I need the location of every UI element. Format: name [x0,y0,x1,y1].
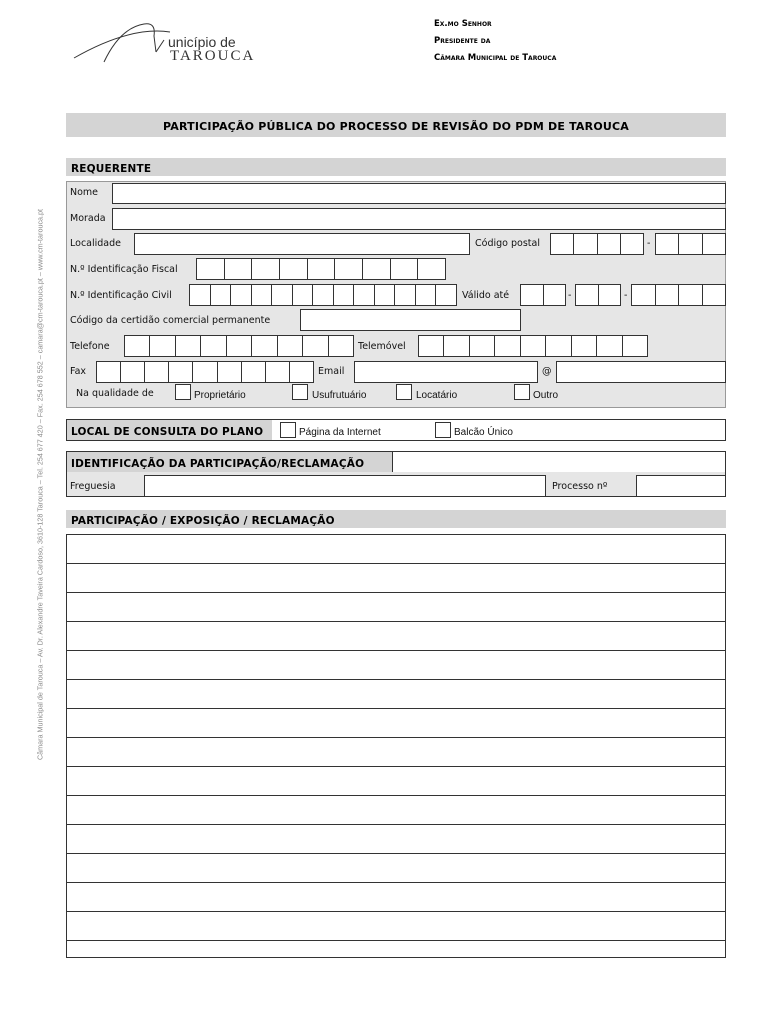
label-balcao-unico: Balcão Único [454,427,513,438]
codigo-postal-part1[interactable] [550,233,644,255]
checkbox-outro[interactable] [514,384,530,400]
email-label: Email [318,366,345,377]
telemovel-field[interactable] [418,335,648,357]
form-title-bar [66,113,726,137]
label-pagina-internet: Página da Internet [299,427,381,438]
certidao-field[interactable] [300,309,521,331]
addressee-line3: Câmara Municipal de Tarouca [434,53,557,63]
telemovel-label: Telemóvel [358,341,406,352]
valido-ate-year[interactable] [631,284,726,306]
freguesia-field[interactable] [144,475,546,497]
morada-label: Morada [70,213,106,224]
local-consulta-heading: LOCAL DE CONSULTA DO PLANO [71,426,264,438]
email-user-field[interactable] [354,361,538,383]
sidebar-contact-text: Câmara Municipal de Tarouca – Av. Dr. Alexandre Taveira Cardoso, 3610-128 Tarouca – Tel. 254 677 420 – Fax. 254 678 552 – camara@cm-tarouca.pt – www.cm-tarouca.pt [35,208,45,761]
municipality-logo [70,18,270,68]
localidade-label: Localidade [70,238,121,249]
logo-line2: TAROUCA [170,48,256,64]
localidade-field[interactable] [134,233,470,255]
qualidade-label: Na qualidade de [76,388,154,399]
morada-field[interactable] [112,208,726,230]
fax-field[interactable] [96,361,314,383]
addressee-block [434,16,556,67]
label-locatario: Locatário [416,390,458,401]
requerente-heading-bar [66,158,726,176]
processo-label: Processo nº [552,481,608,492]
checkbox-usufrutuario[interactable] [292,384,308,400]
requerente-heading: REQUERENTE [71,163,152,175]
addressee-line1: Ex.mo Senhor [434,19,492,29]
nic-field[interactable] [189,284,457,306]
valido-ate-label: Válido até [462,290,510,301]
identificacao-heading: IDENTIFICAÇÃO DA PARTICIPAÇÃO/RECLAMAÇÃO [71,458,365,470]
local-consulta-heading-bar [67,420,272,440]
certidao-label: Código da certidão comercial permanente [70,315,271,326]
checkbox-pagina-internet[interactable] [280,422,296,438]
identificacao-heading-bar [67,452,392,472]
telefone-label: Telefone [70,341,110,352]
participacao-heading-bar [66,510,726,528]
fax-label: Fax [70,366,87,377]
addressee-line2: Presidente da [434,36,491,46]
valido-ate-month[interactable] [575,284,621,306]
telefone-field[interactable] [124,335,354,357]
label-usufrutuario: Usufrutuário [312,390,367,401]
logo-line1: unicípio de [168,34,236,50]
email-domain-field[interactable] [556,361,726,383]
codigo-postal-dash: - [647,238,651,249]
participacao-heading: PARTICIPAÇÃO / EXPOSIÇÃO / RECLAMAÇÃO [71,515,335,527]
identificacao-heading-blank [392,452,725,472]
codigo-postal-part2[interactable] [655,233,726,255]
nif-label: N.º Identificação Fiscal [70,264,178,275]
email-at: @ [542,366,552,377]
processo-field[interactable] [636,475,726,497]
nome-field[interactable] [112,183,726,204]
nome-label: Nome [70,187,99,198]
checkbox-proprietario[interactable] [175,384,191,400]
participacao-text-area[interactable] [66,534,726,958]
form-title: PARTICIPAÇÃO PÚBLICA DO PROCESSO DE REVISÃO DO PDM DE TAROUCA [163,120,629,133]
freguesia-label: Freguesia [70,481,116,492]
nif-field[interactable] [196,258,446,280]
valido-ate-day[interactable] [520,284,566,306]
checkbox-locatario[interactable] [396,384,412,400]
checkbox-balcao-unico[interactable] [435,422,451,438]
label-proprietario: Proprietário [194,390,246,401]
valido-ate-dash2: - [624,290,628,301]
label-outro: Outro [533,390,559,401]
nic-label: N.º Identificação Civil [70,290,172,301]
codigo-postal-label: Código postal [475,238,540,249]
valido-ate-dash1: - [568,290,572,301]
